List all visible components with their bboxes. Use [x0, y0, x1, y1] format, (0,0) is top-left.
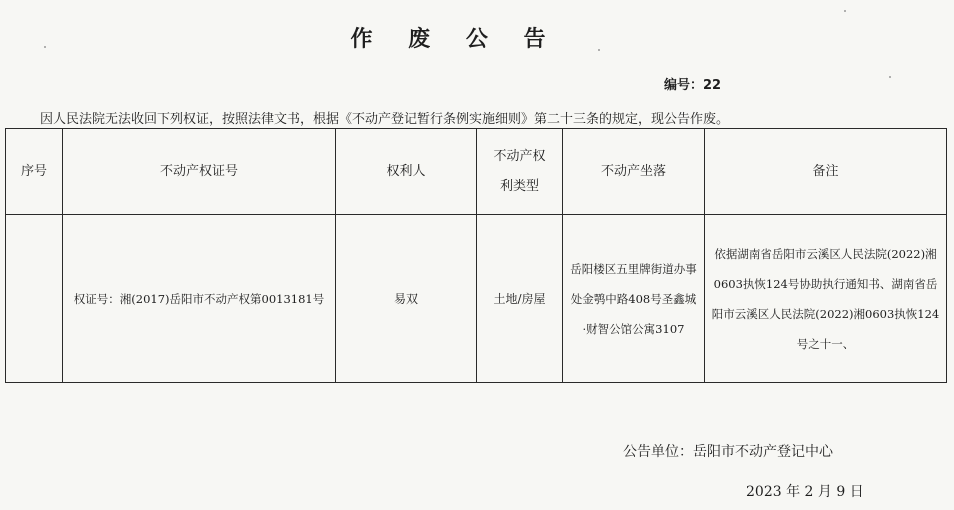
table-header-row: [6, 129, 947, 215]
table-row: [6, 215, 947, 383]
issue-date: 2023 年 2 月 9 日: [746, 484, 864, 500]
header-right-type: [477, 129, 563, 215]
cell-location: 岳阳楼区五里牌街道办事处金鹗中路408号圣鑫城·财智公馆公寓3107: [563, 215, 705, 383]
cell-index: [6, 215, 63, 383]
cell-remark: 依据湖南省岳阳市云溪区人民法院(2022)湘0603执恢124号协助执行通知书、湖南省岳阳市云溪区人民法院(2022)湘0603执恢124号之十一、: [705, 215, 947, 383]
scan-speck: [598, 49, 600, 51]
header-cert-no: 不动产权证号: [63, 129, 336, 215]
scan-speck: [844, 10, 846, 12]
document-title: 作 废 公 告: [350, 27, 560, 52]
issuing-unit: 公告单位：岳阳市不动产登记中心: [623, 444, 833, 460]
header-right-type-line2: 利类型: [499, 178, 539, 194]
intro-paragraph: 因人民法院无法收回下列权证，按照法律文书，根据《不动产登记暂行条例实施细则》第二十三条的规定，现公告作废。: [40, 112, 730, 127]
cell-cert-no: 权证号：湘(2017)岳阳市不动产权第0013181号: [63, 215, 336, 383]
header-holder: 权利人: [336, 129, 477, 215]
scan-speck: [44, 46, 46, 48]
document-number: 编号：22: [664, 78, 722, 93]
header-remark: 备注: [705, 129, 947, 215]
cell-right-type: 土地/房屋: [477, 215, 563, 383]
cell-holder: 易双: [336, 215, 477, 383]
header-location: 不动产坐落: [563, 129, 705, 215]
header-index: 序号: [6, 129, 63, 215]
header-right-type-line1: 不动产权: [493, 148, 546, 164]
scan-speck: [889, 76, 891, 78]
void-certificate-table: [5, 128, 947, 383]
